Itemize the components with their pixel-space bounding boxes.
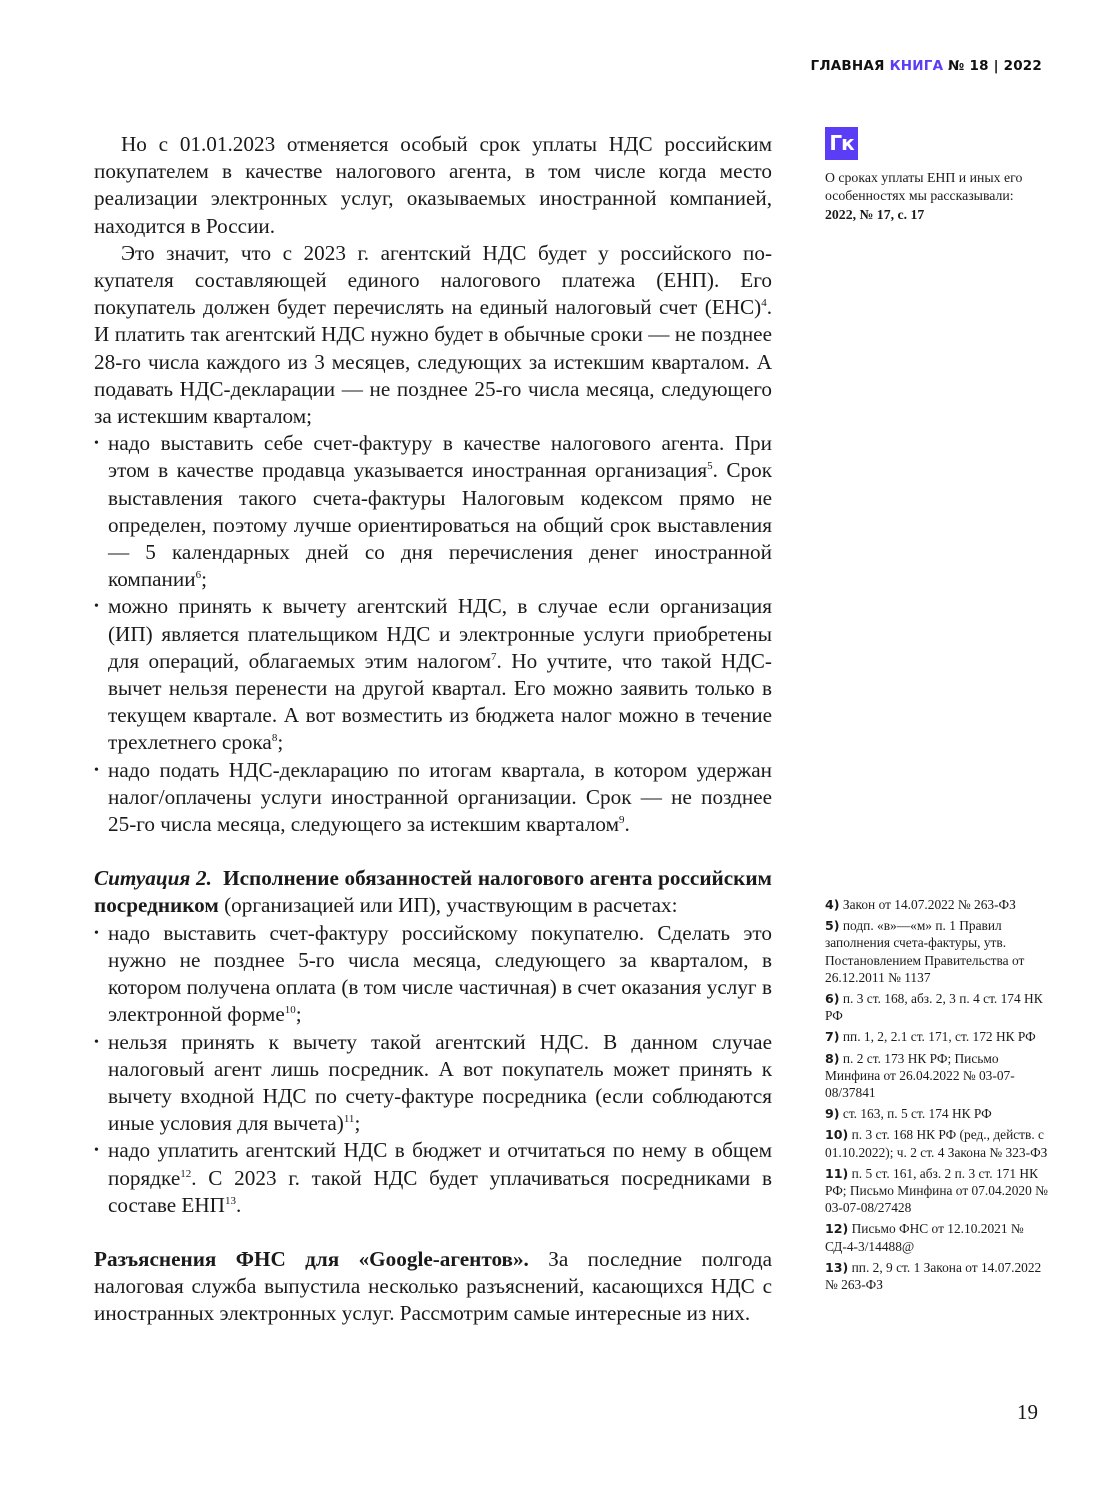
footnote-item: 9) ст. 163, п. 5 ст. 174 НК РФ — [825, 1106, 992, 1122]
footnote-ref[interactable]: 5 — [707, 460, 713, 473]
brand-name-part1: ГЛАВНАЯ — [810, 58, 885, 74]
footnotes — [825, 896, 1057, 1297]
bullet-icon: • — [94, 762, 99, 778]
footnote-ref[interactable]: 13 — [224, 1194, 236, 1207]
spacer — [94, 1219, 772, 1246]
side-reference-source: 2022, № 17, с. 17 — [825, 207, 925, 222]
footnote-ref[interactable]: 8 — [271, 732, 278, 745]
footnote-item: 11) п. 5 ст. 161, абз. 2 п. 3 ст. 171 НК РФ; Письмо Минфина от 07.04.2020 № 03-07-08/27428 — [825, 1165, 1048, 1216]
footnote-item: 12) Письмо ФНС от 12.10.2021 № СД-4-3/14488@ — [825, 1221, 1024, 1254]
side-reference-text: О сроках уплаты ЕНП и иных его особенностях мы рассказывали: — [825, 170, 1023, 203]
footnote-item: 7) пп. 1, 2, 2.1 ст. 171, ст. 172 НК РФ — [825, 1029, 1036, 1045]
situation-title: Исполнение обязанностей налогового агента российским посредником — [94, 866, 772, 918]
brand-name-part2: КНИГА — [889, 58, 944, 74]
footnote-item: 5) подп. «в»—«м» п. 1 Правил заполнения счета-фактуры, утв. Постановлением Правительства от 26.12.2011 № 1137 — [825, 918, 1025, 985]
list-item: • нельзя принять к вычету такой агентский НДС. В данном случае налоговый агент лишь посредник. А вот покупатель может принять к вычету входной НДС по счету-фактуре посредника (если соблюдаются иные условия для вычета)$^{11}$; — [94, 1029, 772, 1136]
bullet-icon: • — [94, 925, 99, 941]
side-reference — [825, 127, 1055, 224]
list-item: • можно принять к вычету агентский НДС, в случае если организация (ИП) является плательщиком НДС и электронные услуги приобретены для операций, облагаемых этим налогом$^7$. Но учтите, что такой НДС-вычет нельзя перенести на другой квартал. Его можно заявить только в текущем квартале. А вот возместить из бюджета налог можно в течение трехлетнего срока$^8$; — [94, 594, 772, 755]
bullet-icon: • — [94, 436, 99, 452]
fns-section-heading: Разъяснения ФНС для «Google-агентов». — [94, 1246, 529, 1271]
footnote-ref[interactable]: 4 — [761, 297, 767, 310]
footnote-ref[interactable]: 9 — [619, 814, 625, 827]
footnote-ref[interactable]: 11 — [343, 1113, 355, 1126]
page-number: 19 — [1017, 1400, 1038, 1424]
bullet-icon: • — [94, 1143, 99, 1159]
fns-section-paragraph: Разъяснения ФНС для «Google-агентов». За последние полгода налоговая служба выпустила несколько разъяснений, касающихся НДС с иностранных электронных услуг. Рассмотрим самые интересные из них. — [94, 1246, 772, 1326]
bullet-icon: • — [94, 1034, 99, 1050]
footnote-item: 8) п. 2 ст. 173 НК РФ; Письмо Минфина от 26.04.2022 № 03-07-08/37841 — [825, 1050, 1015, 1101]
bullet-list-situation-2 — [94, 920, 772, 1219]
footnote-item: 4) Закон от 14.07.2022 № 263-ФЗ — [825, 897, 1016, 912]
spacer — [94, 838, 772, 865]
list-item: • надо уплатить агентский НДС в бюджет и отчитаться по нему в общем порядке$^{12}$. С 2023 г. такой НДС будет уплачиваться посредниками в составе ЕНП$^{13}$. — [94, 1138, 772, 1217]
paragraph: Это значит, что с 2023 г. агентский НДС будет у российского покупателя составляющей единого налогового платежа (ЕНП). Его покупатель должен будет перечислять на единый налоговый счет (ЕНС)$^4$. И платить так агентский НДС нужно будет в обычные сроки — не позднее 28-го числа каждого из 3 месяцев, следующих за истекшим кварталом. А подавать НДС-декларации — не позднее 25-го числа месяца, следующего за истекшим кварталом; — [94, 240, 772, 429]
bullet-list-situation-1 — [94, 430, 772, 838]
running-header — [811, 58, 1042, 74]
footnote-ref[interactable]: 10 — [284, 1004, 296, 1017]
issue-number: № 18 | 2022 — [948, 58, 1042, 74]
list-item: • надо подать НДС-декларацию по итогам квартала, в котором удержан налог/оплачены услуги иностранной организации. Срок — не позднее 25-го числа месяца, следующего за истекшим кварталом$^9$. — [94, 757, 772, 837]
gk-logo-icon: Гк — [825, 127, 858, 160]
situation-2-heading: Ситуация 2. Исполнение обязанностей налогового агента российским посредником (организацией или ИП), участвующим в расчетах: — [94, 866, 772, 918]
situation-label: Ситуация 2. — [94, 866, 212, 891]
article-body — [94, 131, 772, 1328]
footnote-item: 6) п. 3 ст. 168, абз. 2, 3 п. 4 ст. 174 НК РФ — [825, 991, 1043, 1024]
list-item: • надо выставить себе счет-фактуру в качестве налогового агента. При этом в качестве продавца указывается иностранная организация$^5$. Срок выставления такого счета-фактуры Налоговым кодексом прямо не определен, поэтому лучше ориентироваться на общий срок выставления — 5 календарных дней со дня перечисления денег иностранной компании$^6$; — [94, 431, 772, 592]
paragraph: Но с 01.01.2023 отменяется особый срок уплаты НДС российским покупателем в качестве налогового агента, в том числе когда место реализации электронных услуг, оказываемых иностранной компанией, находится в России. — [94, 132, 772, 238]
footnote-ref[interactable]: 7 — [491, 650, 497, 663]
footnote-ref[interactable]: 12 — [180, 1167, 192, 1180]
footnote-item: 13) пп. 2, 9 ст. 1 Закона от 14.07.2022 № 263-ФЗ — [825, 1259, 1042, 1293]
list-item: • надо выставить счет-фактуру российскому покупателю. Сделать это нужно не позднее 5-го числа месяца, следующего за кварталом, в котором получена оплата (в том числе частичная) в счет оказания услуг в электронной форме$^{10}$; — [94, 920, 772, 1027]
bullet-icon: • — [94, 599, 99, 615]
footnote-ref[interactable]: 6 — [195, 569, 202, 582]
footnote-item: 10) п. 3 ст. 168 НК РФ (ред., действ. с 01.10.2022); ч. 2 ст. 4 Закона № 323-ФЗ — [825, 1127, 1048, 1160]
